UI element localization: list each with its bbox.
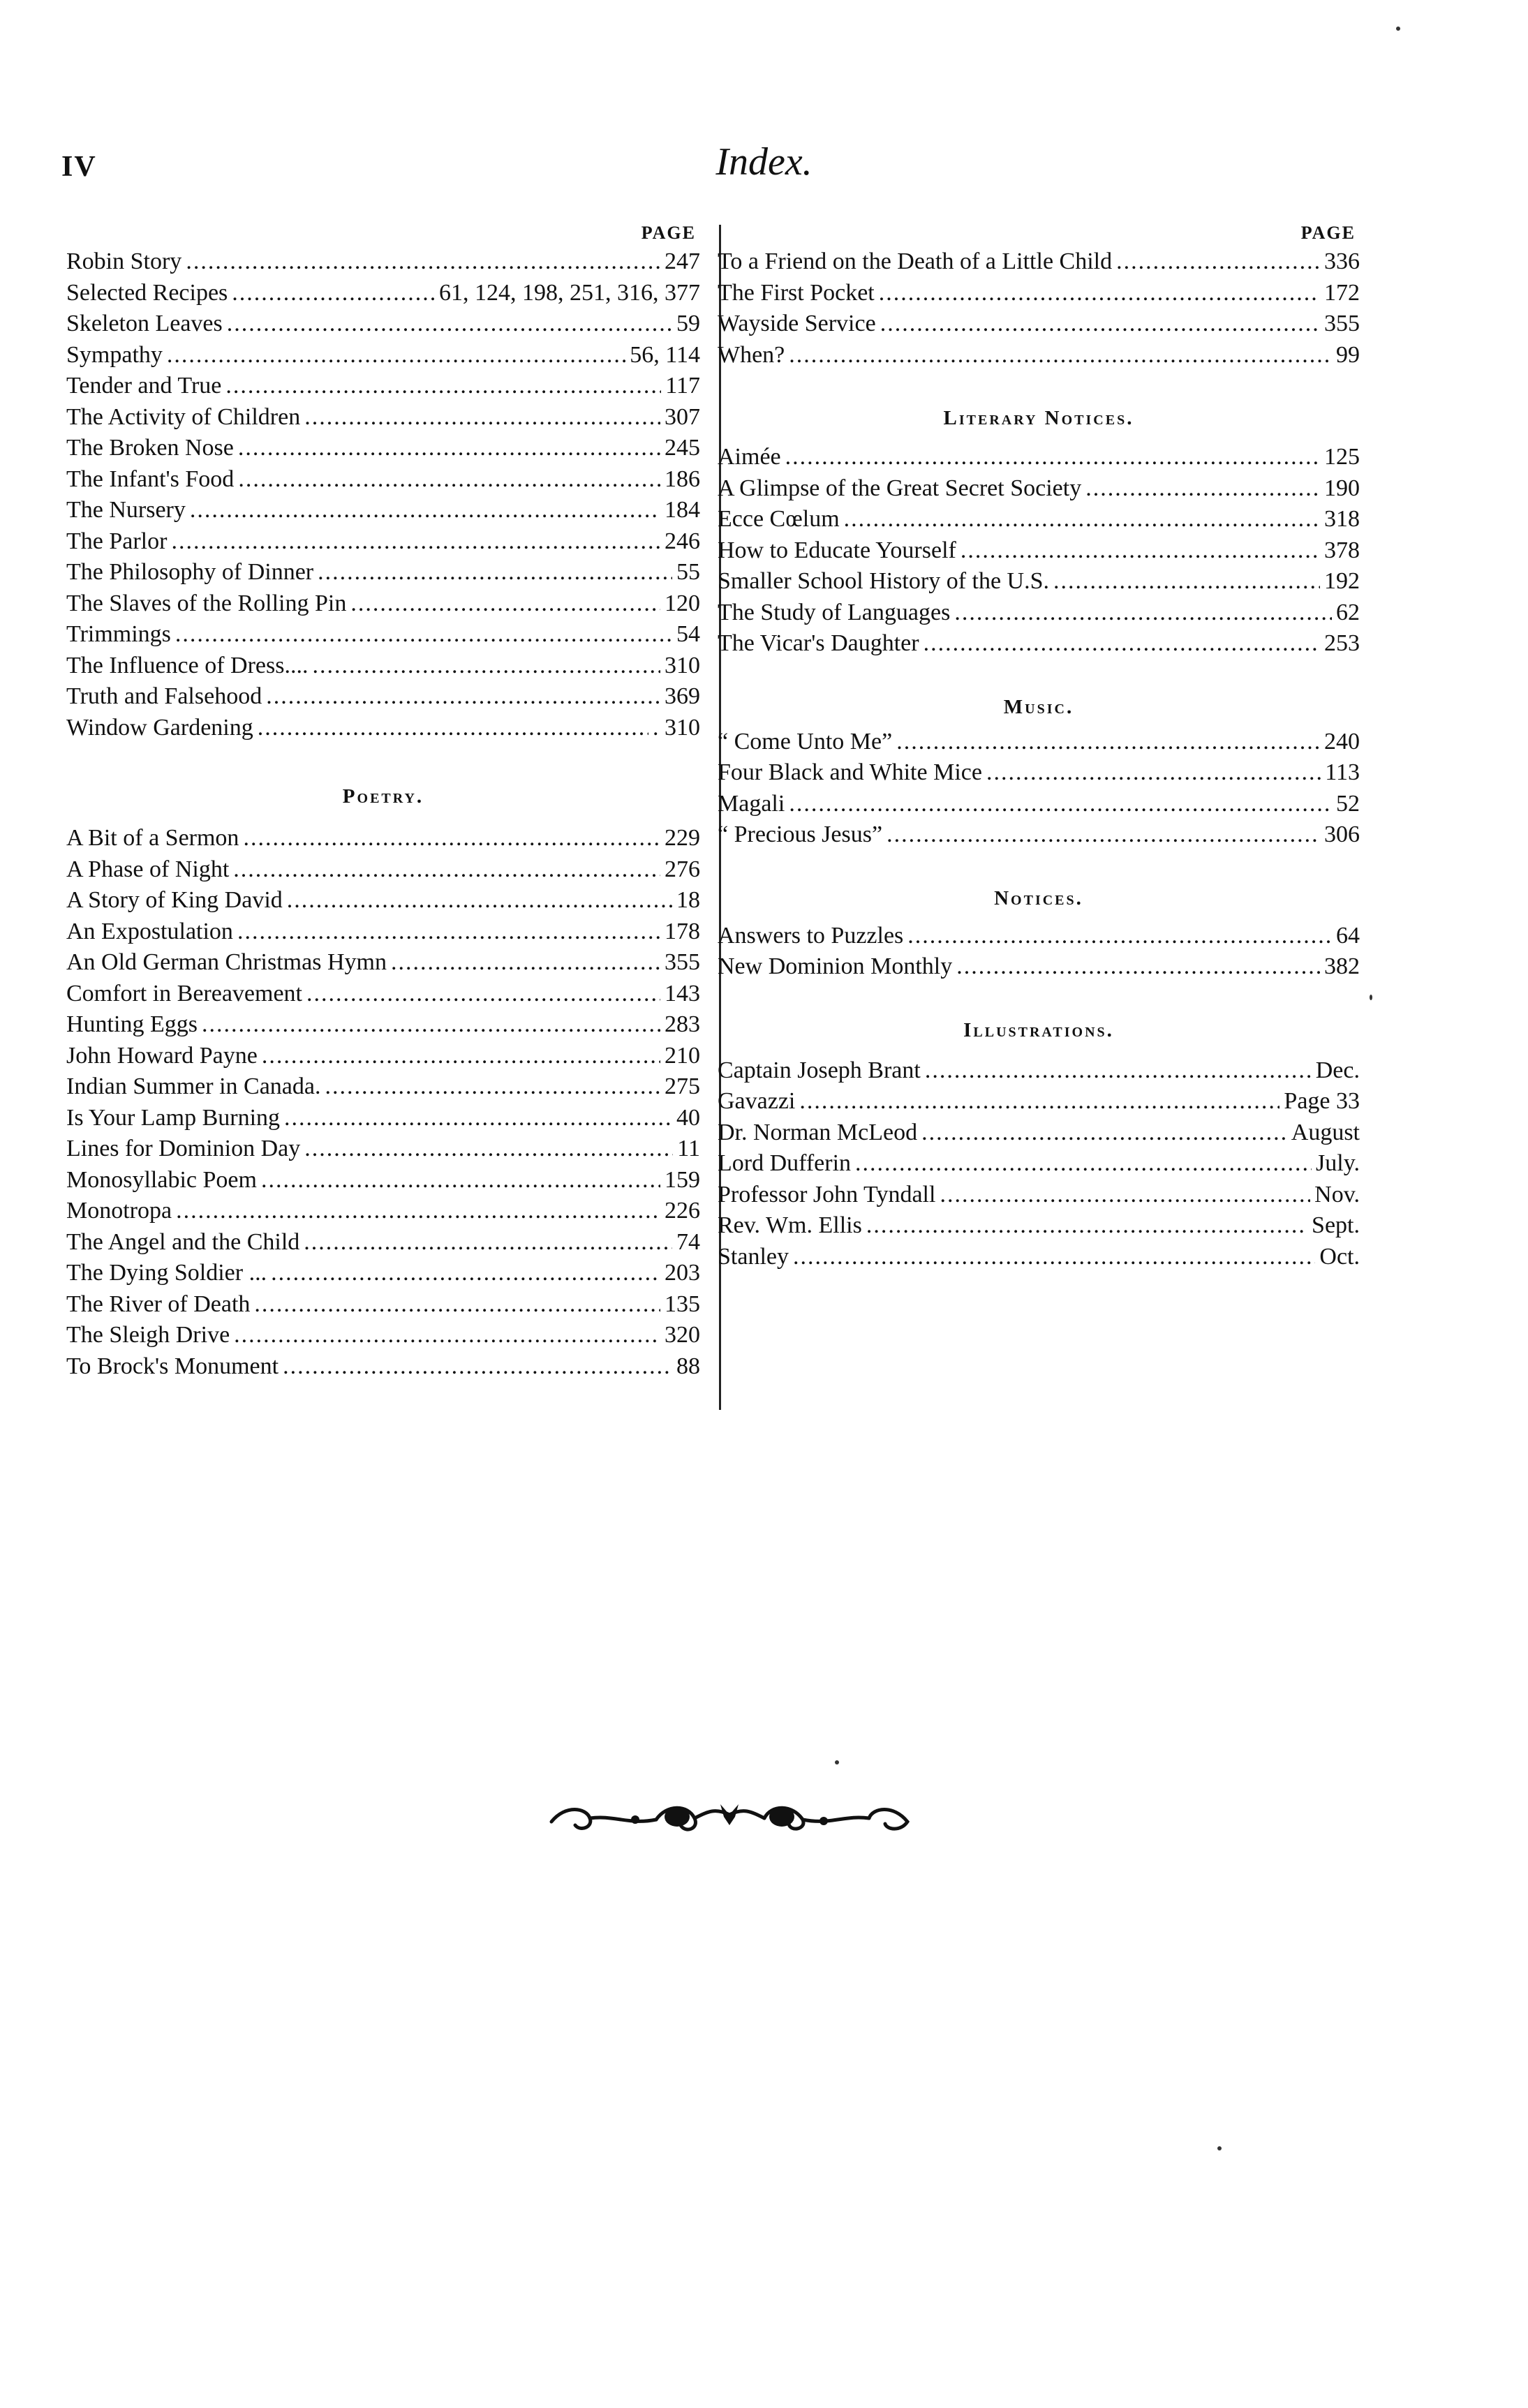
entry-page: Dec. [1315, 1057, 1360, 1083]
index-entry [718, 1210, 1360, 1242]
index-entry [66, 651, 700, 682]
entry-title: New Dominion Monthly [718, 953, 953, 979]
entry-title: The Nursery [66, 497, 186, 523]
index-entry [66, 885, 700, 916]
entry-page: . 310 [653, 714, 700, 741]
entry-title: The First Pocket [718, 279, 875, 306]
index-entry [66, 1041, 700, 1072]
dot-leader [896, 727, 1320, 758]
poetry-entries [66, 823, 700, 1382]
dot-leader [785, 442, 1320, 473]
dot-leader [190, 495, 660, 526]
entry-title: The Philosophy of Dinner [66, 559, 314, 585]
entry-title: Lines for Dominion Day [66, 1136, 301, 1161]
notices-entries [718, 921, 1360, 983]
entry-title: Four Black and White Mice [718, 759, 982, 785]
entry-page: 307 [665, 403, 700, 430]
entry-page: 120 [665, 590, 700, 616]
index-entry [718, 727, 1360, 758]
entry-page: 135 [665, 1291, 700, 1317]
index-entry [66, 619, 700, 651]
entry-title: The Sleigh Drive [66, 1322, 230, 1348]
entry-title: Monosyllabic Poem [66, 1166, 257, 1193]
index-entry [718, 278, 1360, 309]
index-entry [66, 1351, 700, 1383]
dot-leader [1053, 566, 1320, 597]
entry-title: The Dying Soldier ... [66, 1260, 267, 1286]
index-entry [66, 1258, 700, 1289]
entry-page: 192 [1324, 568, 1360, 594]
entry-title: A Glimpse of the Great Secret Society [718, 475, 1082, 501]
index-entry [718, 504, 1360, 535]
dot-leader [266, 681, 660, 713]
dot-leader [789, 340, 1332, 371]
entry-page: 113 [1325, 759, 1360, 785]
entry-title: Dr. Norman McLeod [718, 1119, 918, 1145]
dot-leader [262, 1041, 660, 1072]
index-entry [66, 1134, 700, 1165]
entry-page: Sept. [1312, 1212, 1360, 1238]
entry-title: To Brock's Monument [66, 1353, 279, 1379]
entry-title: Hunting Eggs [66, 1011, 198, 1037]
entry-title: The Slaves of the Rolling Pin [66, 590, 347, 616]
dot-leader [254, 1289, 660, 1321]
index-entry [66, 713, 700, 744]
dot-leader [924, 628, 1320, 660]
entry-page: 40 [676, 1104, 700, 1131]
dot-leader [304, 402, 660, 433]
entry-title: Ecce Cœlum [718, 506, 840, 532]
music-entries [718, 727, 1360, 851]
entry-title: A Story of King David [66, 887, 283, 913]
dot-leader [232, 278, 435, 309]
dot-leader [287, 885, 672, 916]
index-entry [718, 535, 1360, 567]
entry-page: 229 [665, 825, 700, 851]
dot-leader [887, 819, 1320, 851]
dot-leader [238, 433, 660, 464]
entry-page: 178 [665, 918, 700, 944]
entry-title: The River of Death [66, 1291, 251, 1317]
dot-leader [879, 278, 1320, 309]
entry-title: Stanley [718, 1243, 789, 1270]
dot-leader [233, 854, 660, 886]
entry-page: 18 [676, 887, 700, 913]
dot-leader [284, 1103, 672, 1134]
index-entry [718, 819, 1360, 851]
index-entry [66, 1289, 700, 1321]
entry-title: Answers to Puzzles [718, 922, 904, 949]
dot-leader [283, 1351, 672, 1383]
entry-page: 117 [665, 373, 700, 399]
entry-title: Selected Recipes [66, 279, 228, 306]
dot-leader [258, 713, 648, 744]
general-entries-continued [718, 246, 1360, 371]
index-entry [718, 1117, 1360, 1149]
index-entry [66, 495, 700, 526]
dot-leader [880, 309, 1320, 340]
index-entry [66, 340, 700, 371]
index-entry [718, 246, 1360, 278]
entry-page: 172 [1324, 279, 1360, 306]
index-entry [718, 340, 1360, 371]
entry-title: The Activity of Children [66, 403, 301, 430]
index-column-right [718, 220, 1360, 1272]
entry-title: Truth and Falsehood [66, 683, 262, 709]
entry-page: 210 [665, 1042, 700, 1069]
index-entry [718, 566, 1360, 597]
index-entry [66, 823, 700, 854]
index-entry [718, 309, 1360, 340]
index-entry [66, 1320, 700, 1351]
dot-leader [960, 535, 1320, 567]
general-entries [66, 246, 700, 743]
index-entry [718, 473, 1360, 505]
entry-page: 336 [1324, 248, 1360, 274]
index-entry [66, 1165, 700, 1196]
index-entry [66, 1227, 700, 1258]
entry-title: The Angel and the Child [66, 1228, 300, 1255]
entry-page: 11 [677, 1136, 700, 1161]
entry-title: The Vicar's Daughter [718, 630, 919, 656]
index-column-left [66, 220, 700, 1382]
index-entry [718, 921, 1360, 952]
entry-page: 226 [665, 1198, 700, 1224]
index-entry [718, 628, 1360, 660]
dot-leader [234, 1320, 660, 1351]
entry-page: 64 [1336, 922, 1360, 949]
entry-page: 275 [665, 1073, 700, 1099]
dot-leader [312, 651, 660, 682]
entry-title: Tender and True [66, 373, 222, 399]
index-entry [718, 951, 1360, 983]
dot-leader [954, 597, 1332, 629]
index-entry [66, 1196, 700, 1227]
index-entry [66, 526, 700, 558]
index-entry [66, 947, 700, 979]
dot-leader [227, 309, 672, 340]
index-entry [718, 757, 1360, 789]
index-entry [66, 246, 700, 278]
entry-title: The Broken Nose [66, 435, 234, 461]
dot-leader [202, 1009, 660, 1041]
entry-title: Window Gardening [66, 714, 253, 741]
entry-title: Comfort in Bereavement [66, 980, 303, 1006]
index-entry [718, 789, 1360, 820]
entry-title: The Study of Languages [718, 599, 951, 625]
dot-leader [325, 1071, 660, 1103]
dot-leader [844, 504, 1320, 535]
entry-title: To a Friend on the Death of a Little Child [718, 248, 1113, 274]
entry-page: August [1291, 1119, 1360, 1145]
entry-page: 247 [665, 248, 700, 274]
dot-leader [789, 789, 1332, 820]
entry-page: 306 [1324, 822, 1360, 847]
entry-page: 52 [1336, 790, 1360, 817]
dot-leader [186, 246, 660, 278]
dot-leader [261, 1165, 660, 1196]
index-entry [66, 464, 700, 496]
entry-page: 186 [665, 466, 700, 492]
entry-title: When? [718, 341, 785, 368]
entry-title: Professor John Tyndall [718, 1181, 936, 1207]
ink-speck [1217, 2146, 1222, 2150]
index-entry [66, 278, 700, 309]
index-entry [66, 854, 700, 886]
entry-title: Wayside Service [718, 311, 876, 336]
dot-leader [907, 921, 1332, 952]
dot-leader [940, 1180, 1310, 1211]
dot-leader [986, 757, 1321, 789]
entry-page: 184 [665, 497, 700, 523]
entry-page: 283 [665, 1011, 700, 1037]
page-title: Index. [715, 140, 813, 184]
dot-leader [921, 1117, 1287, 1149]
entry-page: 125 [1324, 444, 1360, 470]
index-entry [718, 1180, 1360, 1211]
entry-title: Smaller School History of the U.S. [718, 568, 1050, 594]
index-entry [66, 979, 700, 1010]
section-heading-poetry: Poetry. [342, 785, 424, 808]
dot-leader [304, 1227, 672, 1258]
dot-leader [306, 979, 660, 1010]
dot-leader [318, 557, 672, 588]
page-column-label: PAGE [641, 223, 696, 243]
entry-title: Rev. Wm. Ellis [718, 1212, 862, 1238]
entry-page: 88 [676, 1353, 700, 1379]
entry-title: The Parlor [66, 528, 168, 554]
entry-title: The Influence of Dress.... [66, 652, 309, 678]
section-heading-music: Music. [1003, 695, 1074, 718]
entry-page: 355 [1324, 311, 1360, 336]
dot-leader [925, 1055, 1312, 1087]
index-entry [718, 597, 1360, 629]
entry-page: 59 [676, 311, 700, 336]
entry-title: Gavazzi [718, 1088, 796, 1114]
entry-page: 310 [665, 652, 700, 678]
dot-leader [956, 951, 1320, 983]
index-entry [66, 681, 700, 713]
entry-title: How to Educate Yourself [718, 537, 956, 563]
entry-page: 240 [1324, 728, 1360, 755]
entry-title: An Expostulation [66, 918, 233, 944]
entry-page: 355 [665, 949, 700, 975]
dot-leader [1116, 246, 1320, 278]
page-column-label: PAGE [1300, 223, 1356, 243]
section-heading-notices: Notices. [994, 886, 1083, 909]
entry-page: July. [1316, 1150, 1360, 1176]
index-entry [718, 1148, 1360, 1180]
index-entry [718, 442, 1360, 473]
dot-leader [171, 526, 660, 558]
index-entry [718, 1055, 1360, 1087]
index-entry [718, 1242, 1360, 1273]
index-entry [718, 1086, 1360, 1117]
ink-speck [835, 1760, 839, 1764]
index-entry [66, 1103, 700, 1134]
entry-page: 203 [665, 1260, 700, 1286]
index-entry [66, 1009, 700, 1041]
entry-title: John Howard Payne [66, 1042, 258, 1069]
index-entry [66, 588, 700, 620]
dot-leader [271, 1258, 660, 1289]
index-entry [66, 402, 700, 433]
entry-title: “ Come Unto Me” [718, 728, 893, 755]
section-heading-illustrations: Illustrations. [963, 1018, 1114, 1041]
entry-page: 74 [676, 1228, 700, 1255]
entry-title: Robin Story [66, 248, 182, 274]
entry-page: 62 [1336, 599, 1360, 625]
dot-leader [391, 947, 660, 979]
entry-title: Magali [718, 790, 785, 817]
entry-title: The Infant's Food [66, 466, 235, 492]
entry-page: 55 [676, 559, 700, 585]
literary-notices-entries [718, 442, 1360, 660]
entry-page: 276 [665, 856, 700, 882]
entry-page: 318 [1324, 506, 1360, 532]
index-entry [66, 309, 700, 340]
dot-leader [175, 619, 672, 651]
entry-title: Trimmings [66, 621, 171, 647]
entry-title: Is Your Lamp Burning [66, 1104, 281, 1131]
dot-leader [799, 1086, 1279, 1117]
entry-page: 246 [665, 528, 700, 554]
dot-leader [167, 340, 625, 371]
dot-leader [304, 1134, 673, 1165]
entry-page: 382 [1324, 953, 1360, 979]
dot-leader [237, 916, 660, 948]
entry-page: 378 [1324, 537, 1360, 563]
entry-page: 245 [665, 435, 700, 461]
illustrations-entries [718, 1055, 1360, 1273]
dot-leader [238, 464, 660, 496]
entry-page: 320 [665, 1322, 700, 1348]
entry-page: Nov. [1314, 1181, 1360, 1207]
entry-page: Oct. [1319, 1243, 1360, 1270]
index-entry [66, 433, 700, 464]
index-entry [66, 557, 700, 588]
index-entry [66, 371, 700, 402]
entry-page: 61, 124, 198, 251, 316, 377 [439, 279, 700, 306]
dot-leader [866, 1210, 1307, 1242]
entry-title: Sympathy [66, 341, 163, 368]
ink-speck [1396, 27, 1400, 31]
entry-page: 369 [665, 683, 700, 709]
entry-page: 56, 114 [630, 341, 700, 368]
entry-title: “ Precious Jesus” [718, 822, 883, 847]
entry-title: Monotropa [66, 1198, 172, 1224]
section-heading-literary-notices: Literary Notices. [943, 407, 1134, 429]
dot-leader [1085, 473, 1320, 505]
entry-title: Lord Dufferin [718, 1150, 852, 1176]
entry-page: 99 [1336, 341, 1360, 368]
entry-title: Aimée [718, 444, 781, 470]
dot-leader [243, 823, 660, 854]
ink-speck [1370, 995, 1372, 1000]
dot-leader [793, 1242, 1315, 1273]
entry-title: Captain Joseph Brant [718, 1057, 921, 1083]
index-entry [66, 1071, 700, 1103]
page-number: IV [61, 151, 97, 183]
entry-title: Indian Summer in Canada. [66, 1073, 321, 1099]
dot-leader [350, 588, 660, 620]
entry-title: A Phase of Night [66, 856, 230, 882]
entry-page: 143 [665, 980, 700, 1006]
entry-page: 190 [1324, 475, 1360, 501]
entry-page: 159 [665, 1166, 700, 1193]
entry-page: Page 33 [1284, 1088, 1360, 1114]
entry-title: A Bit of a Sermon [66, 825, 239, 851]
index-entry [66, 916, 700, 948]
entry-page: 253 [1324, 630, 1360, 656]
dot-leader [225, 371, 661, 402]
entry-title: Skeleton Leaves [66, 311, 223, 336]
dot-leader [855, 1148, 1312, 1180]
entry-page: 54 [676, 621, 700, 647]
dot-leader [176, 1196, 660, 1227]
entry-title: An Old German Christmas Hymn [66, 949, 387, 975]
decorative-ornament [537, 1783, 921, 1846]
